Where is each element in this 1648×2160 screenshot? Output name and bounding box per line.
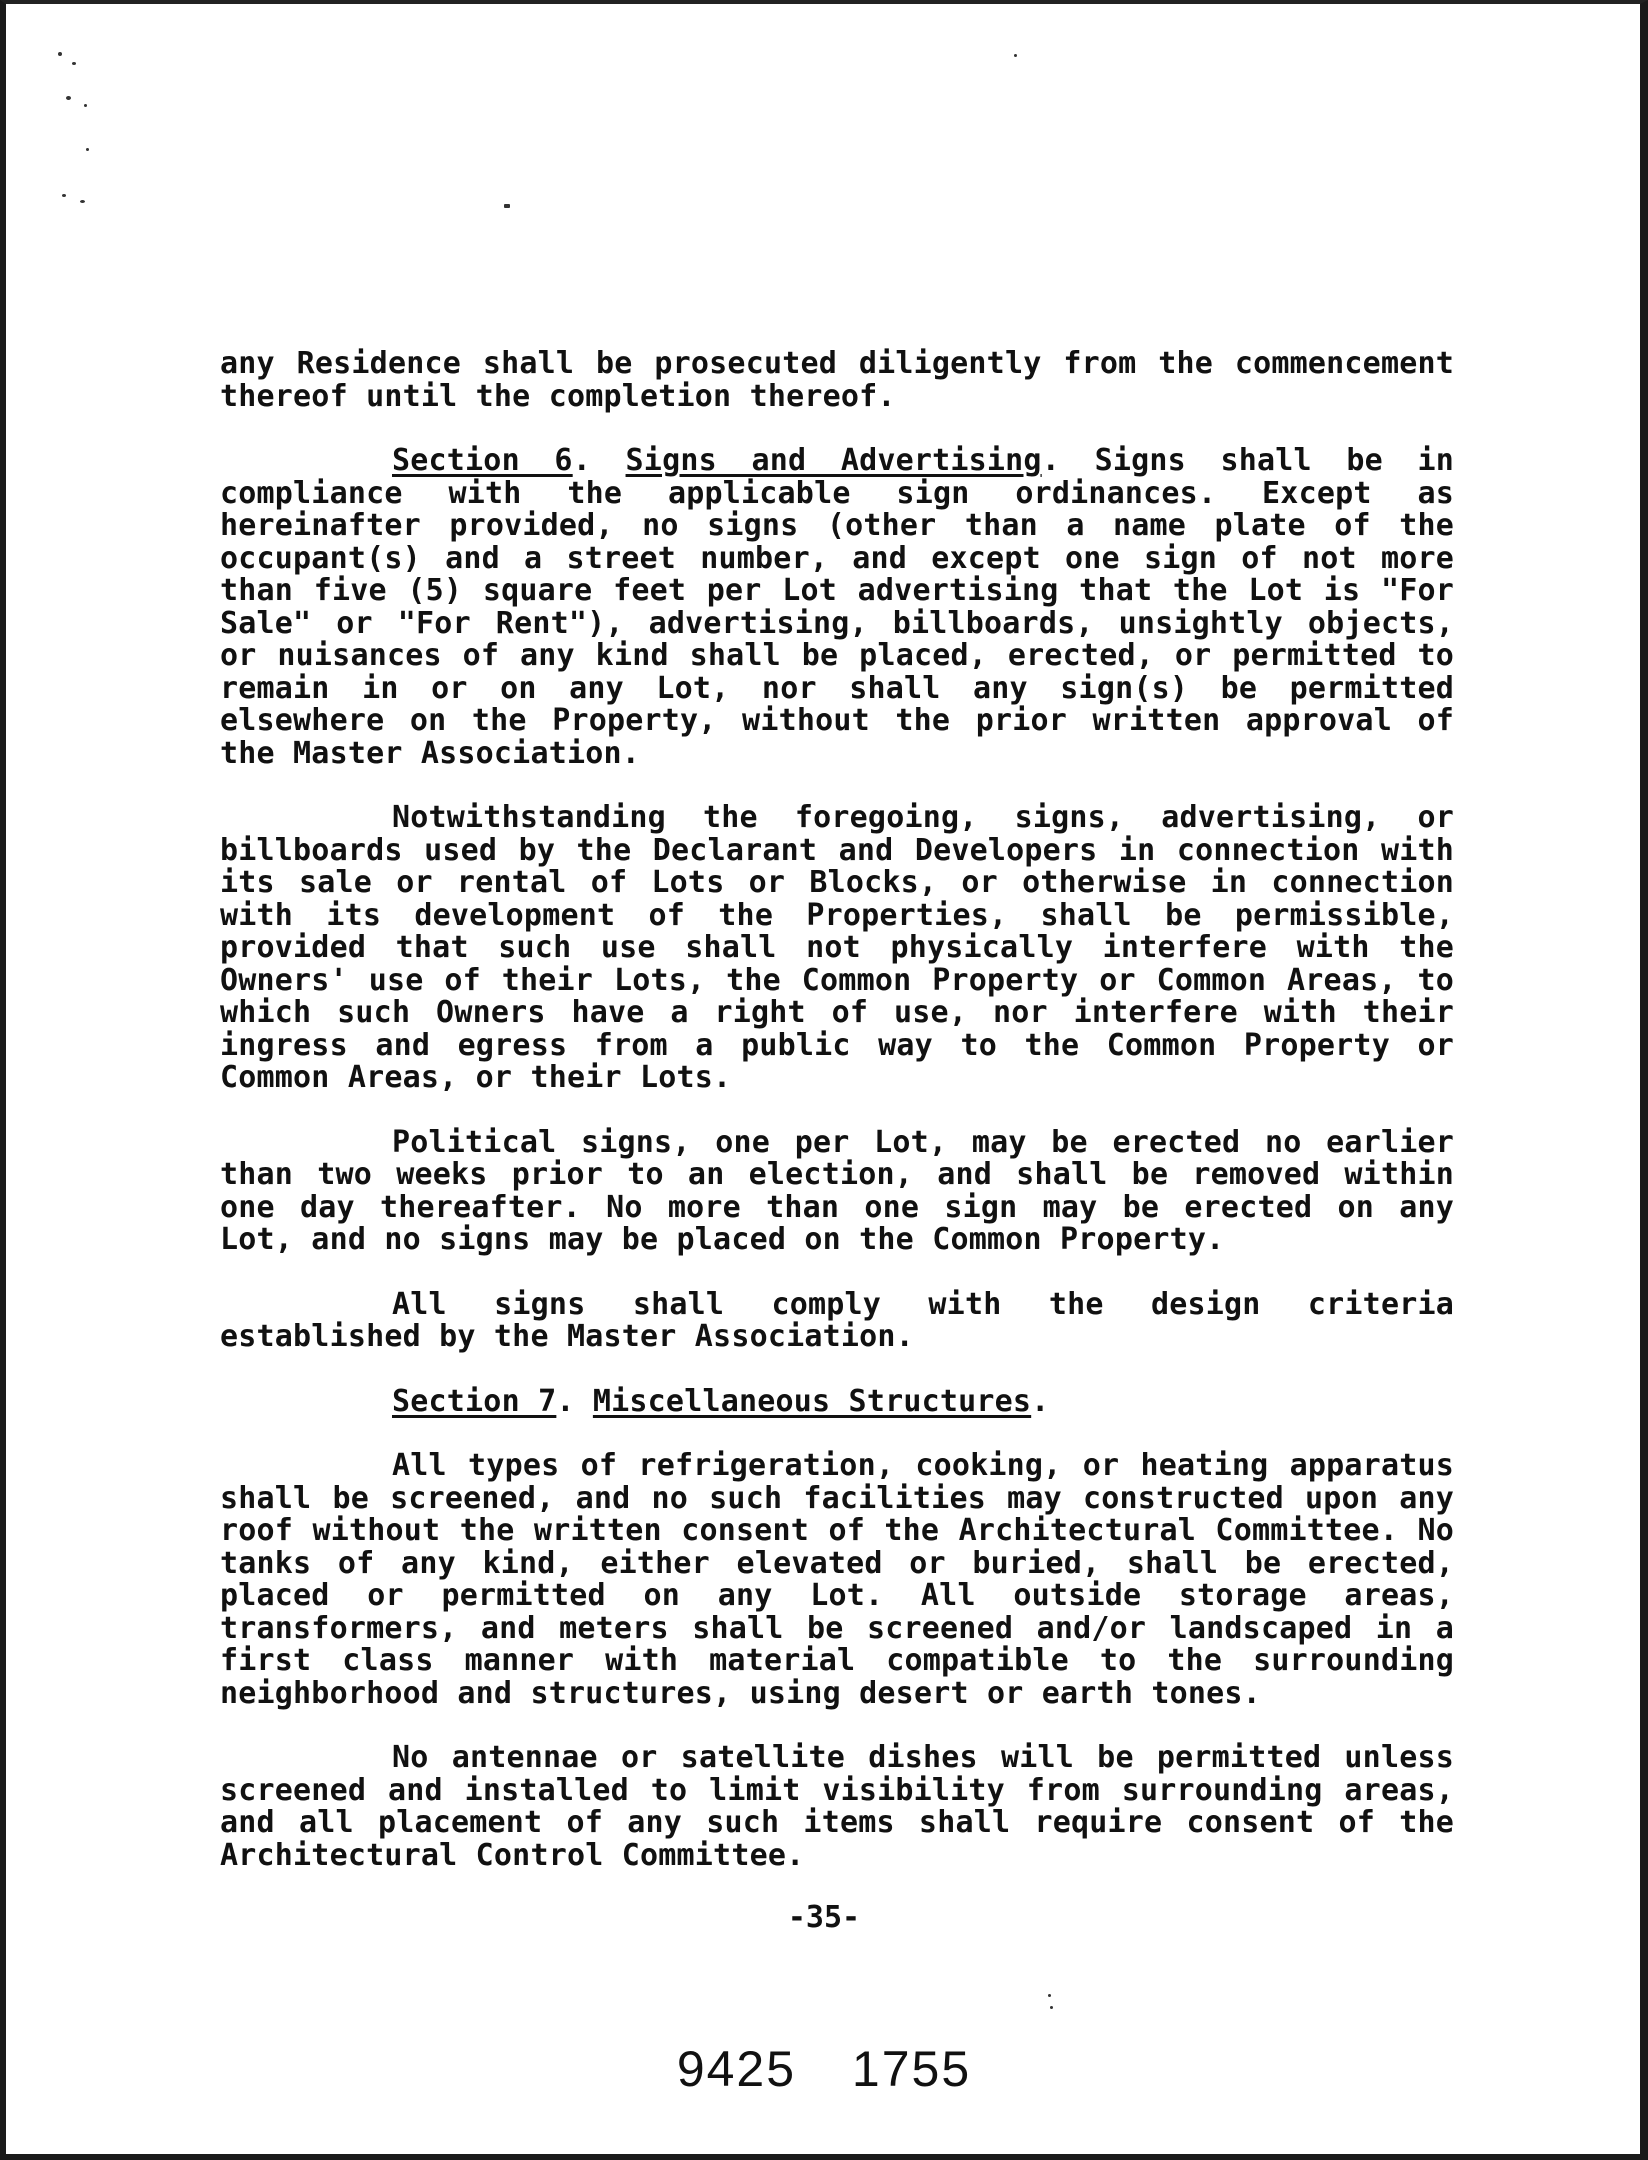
section-7-antennae-paragraph: No antennae or satellite dishes will be permitted unless screened and installed to limit visibility from surrounding areas, and all placement of any such items shall require consent of the Architectural Control Committee. xyxy=(220,1740,1454,1873)
section-7-title: Miscellaneous Structures xyxy=(592,1383,1032,1419)
section-6-political-signs-paragraph: Political signs, one per Lot, may be erected no earlier than two weeks prior to an election, and shall be removed within one day thereafter. No more than one sign may be erected on any Lot, and no signs may be placed on the Common Property. xyxy=(220,1124,1454,1257)
section-6-title: Signs and Advertising xyxy=(625,443,1042,478)
scan-speck xyxy=(66,96,71,100)
section-6-paragraph: Section 6. Signs and Advertising. Signs shall be in compliance with the applicable sign ordinances. Except as hereinafter provided, no signs (other than a name plate of the occupant(s) and a street number, and except one sign of not more than five (5) square feet per Lot advertising that the Lot is "For Sale" or "For Rent"), advertising, billboards, unsightly objects, or nuisances of any kind shall be placed, erected, or permitted to remain in or on any Lot, nor shall any sign(s) be permitted elsewhere on the Property, without the prior written approval of the Master Association. xyxy=(220,443,1454,771)
scan-speck xyxy=(58,52,62,56)
section-6-notwithstanding-paragraph: Notwithstanding the foregoing, signs, advertising, or billboards used by the Declarant and Developers in connection with its sale or rental of Lots or Blocks, or otherwise in connection with its development of the Properties, shall be permissible, provided that such use shall not physically interfere with the Owners' use of their Lots, the Common Property or Common Areas, to which such Owners have a right of use, nor interfere with their ingress and egress from a public way to the Common Property or Common Areas, or their Lots. xyxy=(220,800,1454,1095)
page-number: -35- xyxy=(787,1900,861,1935)
scan-speck xyxy=(1014,54,1017,57)
scan-speck xyxy=(86,148,89,151)
section-6-design-criteria-paragraph: All signs shall comply with the design criteria established by the Master Association. xyxy=(220,1286,1454,1354)
scan-speck xyxy=(1050,2006,1053,2009)
document-body xyxy=(220,348,1454,1904)
scan-speck xyxy=(72,62,76,65)
scan-speck xyxy=(84,104,87,107)
scan-speck xyxy=(1048,1994,1051,1997)
section-7-apparatus-paragraph: All types of refrigeration, cooking, or heating apparatus shall be screened, and no such facilities may constructed upon any roof without the written consent of the Architectural Committee. No tanks of any kind, either elevated or buried, shall be erected, placed or permitted on any Lot. All outside storage areas, transformers, and meters shall be screened and/or landscaped in a first class manner with material compatible to the surrounding neighborhood and structures, using desert or earth tones. xyxy=(220,1448,1454,1711)
section-6-intro: Signs shall be in compliance with the applicable sign ordinances. Except as hereinafter provided, no signs (other than a name plate of the occupant(s) and a street number, and except one sign of not more than five (5) square feet per Lot advertising that the Lot is "For Sale" or "For Rent"), advertising, billboards, unsightly objects, or nuisances of any kind shall be placed, erected, or permitted to remain in or on any Lot, nor shall any sign(s) be permitted elsewhere on the Property, without the prior written approval of the Master Association. xyxy=(220,443,1454,771)
scan-speck xyxy=(504,204,510,208)
section-6-number: Section 6 xyxy=(392,443,573,478)
document-id-number: 9425 1755 xyxy=(676,2041,972,2097)
section-7-heading: Section 7. Miscellaneous Structures. xyxy=(392,1383,1050,1419)
section-7-number: Section 7 xyxy=(392,1383,557,1419)
scan-speck xyxy=(62,194,66,197)
continuation-paragraph: any Residence shall be prosecuted diligently from the commencement thereof until the completion thereof. xyxy=(220,346,1454,414)
scan-speck xyxy=(80,200,85,203)
